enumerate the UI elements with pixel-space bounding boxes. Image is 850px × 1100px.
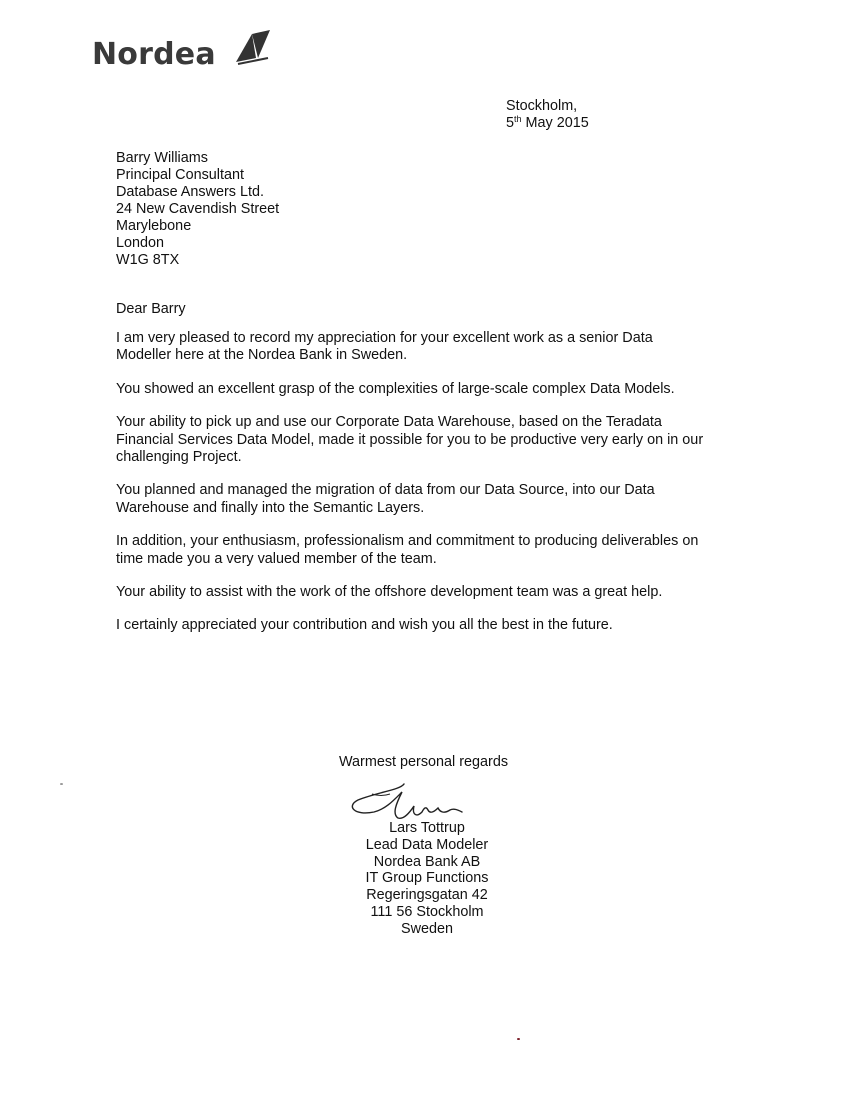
- recipient-line: Database Answers Ltd.: [116, 184, 264, 200]
- paragraph-line: Your ability to pick up and use our Corporate Data Warehouse, based on the Teradata: [116, 414, 662, 431]
- sender-line: Lead Data Modeler: [365, 836, 489, 853]
- paragraph-line: In addition, your enthusiasm, professionalism and commitment to producing deliverables on: [116, 533, 699, 550]
- paragraph: [116, 330, 746, 365]
- paragraph: [116, 414, 746, 466]
- paragraph: [116, 381, 746, 398]
- date-day: 5: [506, 115, 515, 131]
- sender-line: 111 56 Stockholm: [370, 903, 484, 920]
- paragraph-line: I am very pleased to record my appreciation for your excellent work as a senior Data: [116, 330, 653, 346]
- recipient-line: Barry Williams: [116, 150, 208, 166]
- sender-line: Regeringsgatan 42: [366, 887, 488, 904]
- paragraph-line: I certainly appreciated your contribution and wish you all the best in the future.: [116, 617, 613, 634]
- recipient-line: Principal Consultant: [116, 167, 244, 183]
- paragraph-line: Your ability to assist with the work of the offshore development team was a great help.: [116, 583, 663, 600]
- recipient-line: W1G 8TX: [116, 252, 180, 268]
- nordea-logo-text: Nordea: [92, 37, 216, 72]
- paragraph: [116, 482, 746, 517]
- paragraph-line: Financial Services Data Model, made it possible for you to be productive very early on in our: [116, 431, 704, 448]
- paragraph-line: You planned and managed the migration of data from our Data Source, into our Data: [116, 482, 655, 499]
- sender-line: Sweden: [400, 920, 453, 937]
- recipient-line: London: [116, 235, 165, 251]
- sender-line: Nordea Bank AB: [373, 853, 481, 870]
- paragraph: [116, 617, 746, 634]
- paragraph-line: You showed an excellent grasp of the complexities of large-scale complex Data Models.: [116, 380, 675, 397]
- letter-date: [506, 115, 589, 132]
- nordea-sail-logo-icon: [232, 28, 272, 66]
- recipient-line: Marylebone: [116, 218, 192, 234]
- recipient-line: 24 New Cavendish Street: [116, 201, 280, 217]
- place-date: [506, 98, 589, 132]
- scan-speck: [517, 1038, 520, 1040]
- handwritten-signature: [344, 782, 464, 822]
- sender-block: [342, 820, 512, 938]
- sender-line: IT Group Functions: [365, 870, 489, 887]
- closing: Warmest personal regards: [339, 754, 509, 770]
- date-month-year: May 2015: [525, 115, 589, 131]
- letter-body: [116, 330, 746, 651]
- paragraph-line: Warehouse and finally into the Semantic Layers.: [116, 499, 425, 516]
- paragraph: [116, 533, 746, 568]
- recipient-address: [116, 150, 279, 269]
- scan-speck: [60, 783, 63, 785]
- paragraph: [116, 584, 746, 601]
- paragraph-line: time made you a very valued member of the team.: [116, 550, 437, 567]
- paragraph-line: challenging Project.: [116, 448, 242, 465]
- sender-line: Lars Tottrup: [389, 820, 465, 836]
- paragraph-line: Modeller here at the Nordea Bank in Sweden.: [116, 347, 408, 364]
- place-city: Stockholm,: [506, 98, 578, 114]
- date-day-suffix: th: [514, 114, 522, 124]
- salutation: Dear Barry: [116, 301, 186, 317]
